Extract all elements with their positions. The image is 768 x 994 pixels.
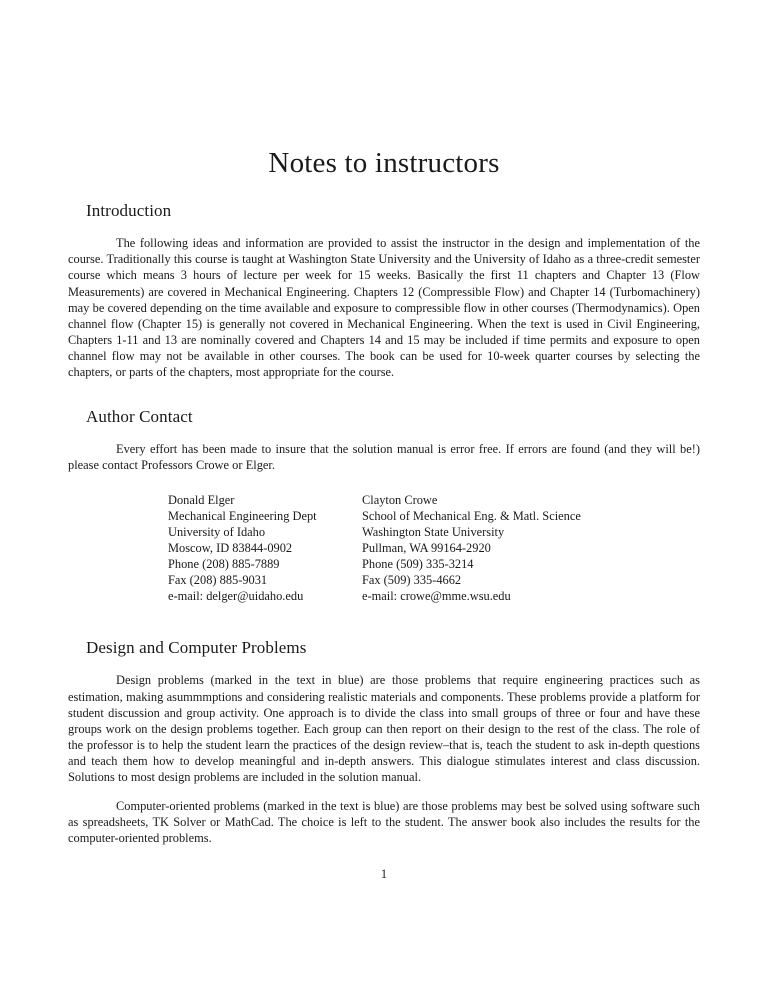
spacer: [68, 785, 700, 798]
author-contact-paragraph: Every effort has been made to insure that the solution manual is error free. If errors are found (and they will be!) please contact Professors Crowe or Elger.: [68, 442, 700, 473]
contact-institution: Washington State University: [362, 524, 505, 539]
spacer: [68, 221, 700, 235]
spacer: [68, 604, 700, 637]
contact-table: [168, 492, 662, 605]
contact-entry-crowe: [362, 492, 662, 605]
contact-email: e-mail: crowe@mme.wsu.edu: [362, 589, 511, 604]
contact-department: Mechanical Engineering Dept: [168, 508, 317, 523]
spacer: [68, 380, 700, 406]
contact-entry-elger: [168, 492, 362, 605]
contact-city-state-zip: Pullman, WA 99164-2920: [362, 540, 491, 555]
contact-details-block: [168, 492, 700, 605]
spacer: [68, 427, 700, 441]
contact-department: School of Mechanical Eng. & Matl. Science: [362, 508, 581, 523]
design-problems-paragraph: Design problems (marked in the text in blue) are those problems that require engineering practices such as estimation, making asummmptions and considering realistic materials and components. These problems provide a platform for student discussion and group activity. One approach is to divide the class into small groups of three or four and have these groups work on the design problems together. Each group can then report on their design to the rest of the class. The role of the professor is to help the student learn the practices of the design review–that is, teach the student to ask in-depth questions and teach them how to develop meaningful and in-depth answers. This dialogue stimulates interest and class discussion. Solutions to most design problems are included in the solution manual.: [68, 673, 700, 784]
contact-email: e-mail: delger@uidaho.edu: [168, 589, 304, 604]
contact-name: Clayton Crowe: [362, 492, 438, 507]
contact-city-state-zip: Moscow, ID 83844-0902: [168, 540, 293, 555]
section-heading-author-contact: Author Contact: [86, 407, 193, 427]
contact-phone: Phone (509) 335-3214: [362, 556, 474, 571]
document-body: [68, 200, 700, 846]
spacer: [68, 658, 700, 672]
introduction-paragraph: The following ideas and information are provided to assist the instructor in the design and implementation of the course. Traditionally this course is taught at Washington State University and the University of Idaho as a three-credit semester course which means 3 hours of lecture per week for 15 weeks. Basically the first 11 chapters and Chapter 13 (Flow Measurements) are covered in Mechanical Engineering. Chapters 12 (Compressible Flow) and Chapter 14 (Turbomachinery) may be covered depending on the time available and exposure to compressible flow in other courses (Thermodynamics). Open channel flow (Chapter 15) is generally not covered in Mechanical Engineering. When the text is used in Civil Engineering, Chapters 1-11 and 13 are nominally covered and Chapters 14 and 15 may be included if time permits and exposure to open channel flow may not be available in other courses. The book can be used for 10-week quarter courses by selecting the chapters, or parts of the chapters, most appropriate for the course.: [68, 236, 700, 379]
contact-institution: University of Idaho: [168, 524, 266, 539]
section-heading-introduction: Introduction: [86, 201, 172, 220]
section-heading-design-and-computer-problems: Design and Computer Problems: [86, 638, 307, 658]
computer-problems-paragraph: Computer-oriented problems (marked in the text is blue) are those problems may best be solved using software such as spreadsheets, TK Solver or MathCad. The choice is left to the student. The answer book also includes the results for the computer-oriented problems.: [68, 799, 700, 846]
contact-name: Donald Elger: [168, 492, 235, 507]
contact-fax: Fax (208) 885-9031: [168, 573, 268, 587]
page-number-footer: 1: [380, 867, 388, 881]
page-title: Notes to instructors: [268, 147, 500, 179]
table-row: [168, 492, 662, 605]
contact-phone: Phone (208) 885-7889: [168, 556, 280, 571]
contact-fax: Fax (509) 335-4662: [362, 573, 462, 587]
